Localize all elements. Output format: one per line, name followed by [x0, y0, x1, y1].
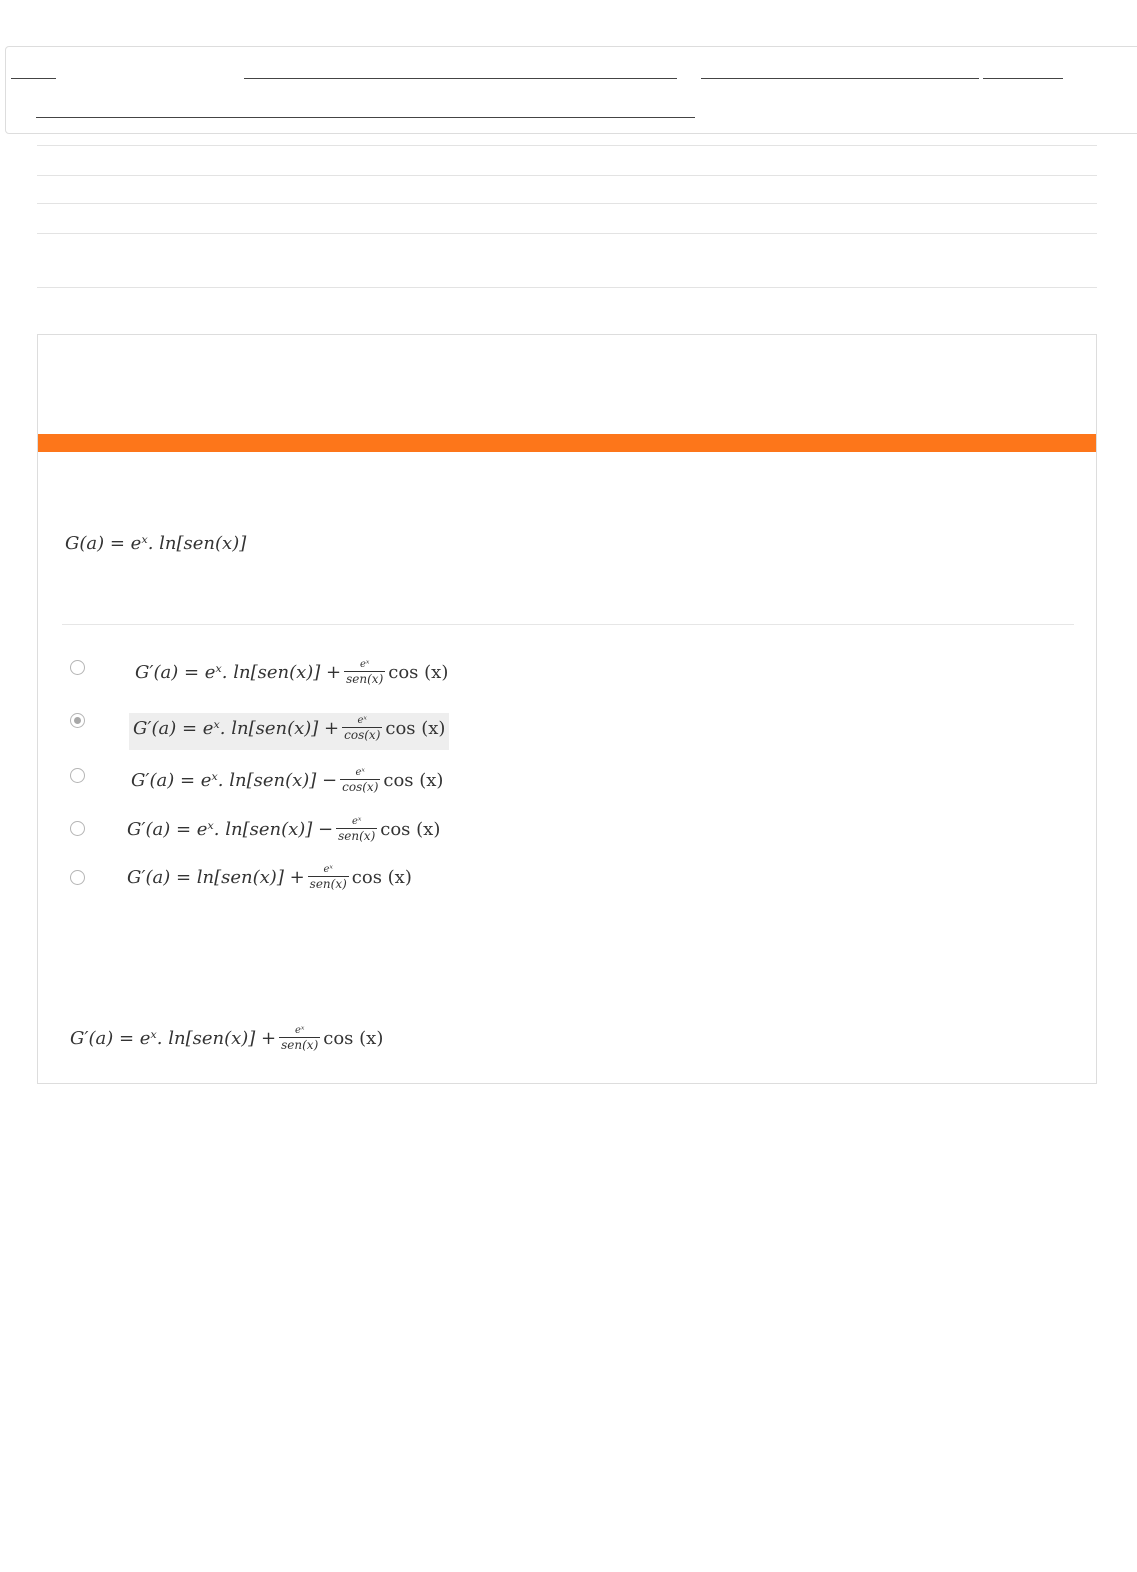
- question-expression: G(a) = eˣ. ln[sen(x)]: [65, 533, 247, 554]
- separator-line-3: [37, 203, 1097, 204]
- option-1-fraction: [344, 659, 385, 686]
- blank-field-5: [36, 117, 695, 118]
- separator-line-1: [37, 145, 1097, 146]
- blank-field-4: [983, 78, 1063, 79]
- option-5-lhs: G′(a) = ln[sen(x)] +: [127, 867, 305, 888]
- blank-field-2: [244, 78, 677, 79]
- option-5-formula[interactable]: [127, 864, 412, 891]
- option-4-rhs: cos (x): [380, 819, 441, 840]
- separator-line-5: [37, 287, 1097, 288]
- option-2-radio[interactable]: [70, 713, 85, 728]
- option-3-rhs: cos (x): [383, 770, 444, 791]
- answer-formula: [70, 1025, 383, 1052]
- header-info-box: [5, 46, 1137, 134]
- option-2-rhs: cos (x): [385, 718, 446, 739]
- option-5-rhs: cos (x): [351, 867, 412, 888]
- option-3-frac-num: eˣ: [355, 767, 365, 778]
- option-3-radio[interactable]: [70, 768, 85, 783]
- option-4-formula[interactable]: [127, 816, 440, 843]
- blank-field-1: [11, 78, 56, 79]
- option-4-fraction: [336, 816, 377, 843]
- option-2-lhs: G′(a) = eˣ. ln[sen(x)] +: [133, 718, 340, 739]
- option-2-frac-num: eˣ: [357, 715, 367, 726]
- separator-line-4: [37, 233, 1097, 234]
- option-3-fraction: [340, 767, 380, 794]
- option-2-fraction: [342, 715, 382, 742]
- option-5-frac-den: sen(x): [309, 877, 347, 891]
- option-1-frac-den: sen(x): [346, 672, 384, 686]
- option-1-radio[interactable]: [70, 660, 85, 675]
- question-accent-bar: [38, 434, 1096, 452]
- answer-frac-num: eˣ: [294, 1025, 305, 1036]
- option-4-lhs: G′(a) = eˣ. ln[sen(x)] −: [127, 819, 334, 840]
- option-1-formula[interactable]: [135, 659, 448, 686]
- option-5-fraction: [308, 864, 349, 891]
- answer-frac-den: sen(x): [281, 1038, 319, 1052]
- separator-line-2: [37, 175, 1097, 176]
- answer-rhs: cos (x): [323, 1028, 384, 1049]
- option-1-lhs: G′(a) = eˣ. ln[sen(x)] +: [135, 662, 342, 683]
- blank-field-3: [701, 78, 979, 79]
- answer-fraction: [279, 1025, 320, 1052]
- option-4-frac-den: sen(x): [338, 829, 376, 843]
- option-3-formula[interactable]: [131, 767, 443, 794]
- option-4-radio[interactable]: [70, 821, 85, 836]
- option-1-rhs: cos (x): [388, 662, 449, 683]
- question-divider: [62, 624, 1074, 625]
- question-panel: [37, 334, 1097, 1084]
- option-2-formula[interactable]: [133, 715, 445, 742]
- option-4-frac-num: eˣ: [351, 816, 362, 827]
- option-3-frac-den: cos(x): [342, 780, 379, 794]
- option-2-frac-den: cos(x): [344, 728, 381, 742]
- option-3-lhs: G′(a) = eˣ. ln[sen(x)] −: [131, 770, 338, 791]
- answer-lhs: G′(a) = eˣ. ln[sen(x)] +: [70, 1028, 277, 1049]
- option-1-frac-num: eˣ: [359, 659, 370, 670]
- option-5-radio[interactable]: [70, 870, 85, 885]
- option-5-frac-num: eˣ: [323, 864, 333, 875]
